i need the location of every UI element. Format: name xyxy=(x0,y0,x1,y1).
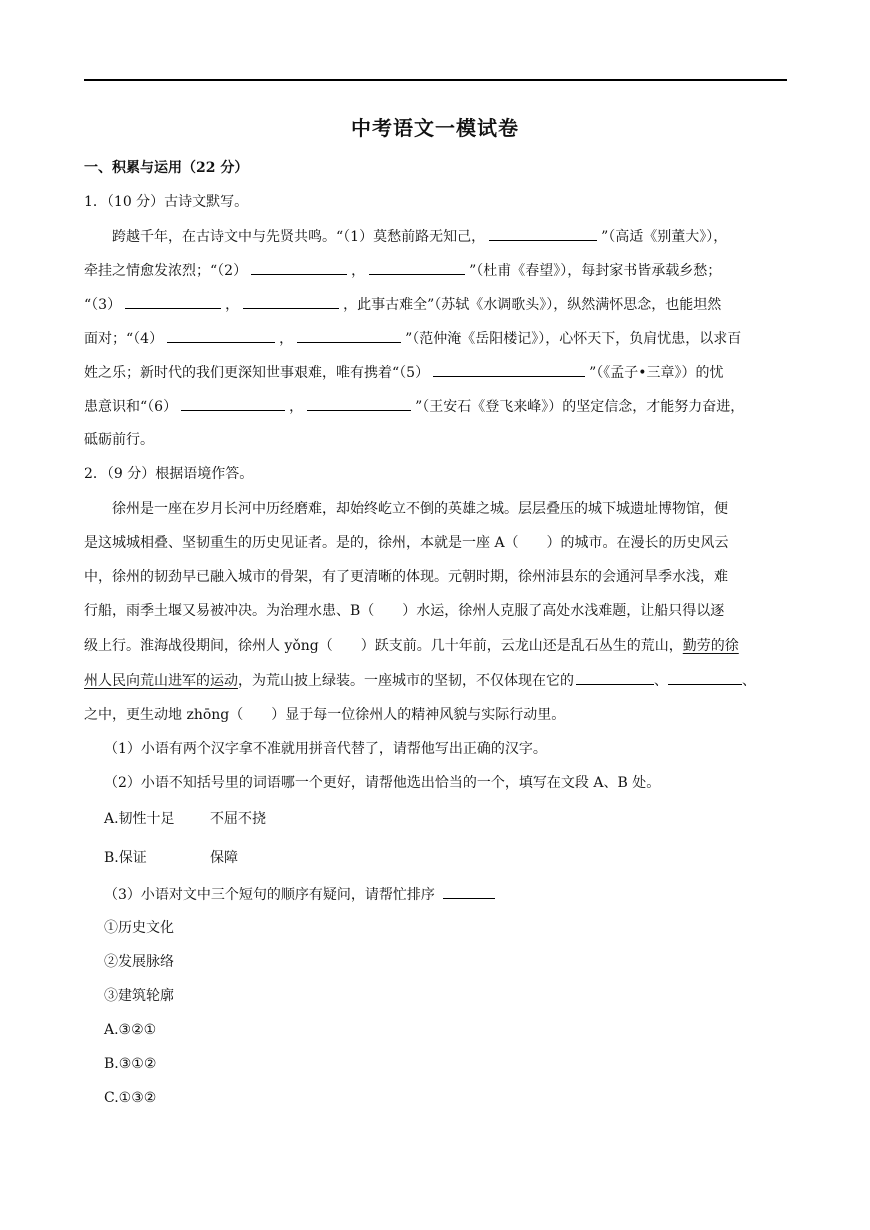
q2-subquestion-3: （3）小语对文中三个短句的顺序有疑问，请帮忙排序 xyxy=(104,884,495,905)
q1-line-3: “（3） ， ，此事古难全”（苏轼《水调歌头》），纵然满怀思念，也能坦然 xyxy=(84,294,721,315)
answer-blank-5[interactable] xyxy=(433,362,585,377)
q1-heading: 1．（10 分）古诗文默写。 xyxy=(84,194,249,210)
q2-passage-line-1: 徐州是一座在岁月长河中历经磨难，却始终屹立不倒的英雄之城。层层叠压的城下城遗址博物馆，便 xyxy=(112,501,728,517)
option-b-2: 保障 xyxy=(210,850,238,866)
choice-c[interactable]: C.①③② xyxy=(104,1090,157,1106)
header-rule xyxy=(84,79,787,81)
q2-passage-line-3: 中，徐州的韧劲早已融入城市的骨架，有了更清晰的体现。元朝时期，徐州沛县东的会通河旱季水浅，难 xyxy=(84,569,728,585)
answer-blank-2b[interactable] xyxy=(369,260,465,275)
q1-line-7: 砥砺前行。 xyxy=(84,432,154,448)
list-item: ②发展脉络 xyxy=(104,954,174,970)
q1-line-5: 姓之乐；新时代的我们更深知世事艰难，唯有携着“（5） ”（《孟子•三章》）的忧 xyxy=(84,362,724,383)
choice-a[interactable]: A.③②① xyxy=(104,1022,157,1038)
list-item: ①历史文化 xyxy=(104,920,174,936)
answer-blank-4a[interactable] xyxy=(167,328,275,343)
option-a-1: A.韧性十足 xyxy=(104,811,175,827)
q2-passage-line-5: 级上行。淮海战役期间，徐州人 yǒng（ ）跃支前。几十年前，云龙山还是乱石丛生的荒山，勤劳的徐 xyxy=(84,638,739,654)
answer-blank-6b[interactable] xyxy=(307,396,411,411)
option-a-2: 不屈不挠 xyxy=(210,811,266,827)
answer-blank-2a[interactable] xyxy=(251,260,347,275)
q2-subquestion-1: （1）小语有两个汉字拿不准就用拼音代替了，请帮他写出正确的汉字。 xyxy=(104,741,547,757)
answer-blank-3a[interactable] xyxy=(125,294,221,309)
q1-line-2: 牵挂之情愈发浓烈；“（2） ， ”（杜甫《春望》），每封家书皆承载乡愁； xyxy=(84,260,721,281)
q1-line-1: 跨越千年，在古诗文中与先贤共鸣。“（1）莫愁前路无知己， ”（高适《别董大》）， xyxy=(112,226,727,247)
q2-passage-line-4: 行船，雨季土堰又易被冲决。为治理水患、B（ ）水运，徐州人克服了高处水浅难题，让船只得以逐 xyxy=(84,603,725,619)
q1-line-6: 患意识和“（6） ， ”（王安石《登飞来峰》）的坚定信念，才能努力奋进， xyxy=(84,396,744,417)
answer-blank-6a[interactable] xyxy=(181,396,285,411)
q2-subquestion-2: （2）小语不知括号里的词语哪一个更好，请帮他选出恰当的一个，填写在文段 A、B 处。 xyxy=(104,775,661,791)
answer-blank-3b[interactable] xyxy=(243,294,339,309)
q2-passage-line-2: 是这城城相叠、坚韧重生的历史见证者。是的，徐州，本就是一座 A（ ）的城市。在漫长的历史风云 xyxy=(84,535,729,551)
section-heading: 一、积累与运用（22 分） xyxy=(84,160,249,176)
q1-line-4: 面对；“（4） ， ”（范仲淹《岳阳楼记》），心怀天下，负肩忧患，以求百 xyxy=(84,328,741,349)
answer-blank-order[interactable] xyxy=(443,884,495,899)
option-b-1: B.保证 xyxy=(104,850,147,866)
q2-heading: 2．（9 分）根据语境作答。 xyxy=(84,466,254,482)
underlined-phrase: 勤劳的徐 xyxy=(682,638,739,654)
list-item: ③建筑轮廓 xyxy=(104,988,174,1004)
page-title: 中考语文一模试卷 xyxy=(351,116,519,140)
answer-blank-4b[interactable] xyxy=(297,328,401,343)
choice-b[interactable]: B.③①② xyxy=(104,1056,157,1072)
underlined-phrase-cont: 州人民向荒山进军的运动 xyxy=(84,673,238,689)
answer-blank-1[interactable] xyxy=(489,226,597,241)
q2-passage-line-6: 州人民向荒山进军的运动，为荒山披上绿装。一座城市的坚韧，不仅体现在它的 、 、 xyxy=(84,670,756,691)
answer-blank-q2a[interactable] xyxy=(576,670,654,685)
answer-blank-q2b[interactable] xyxy=(668,670,742,685)
q2-passage-line-7: 之中，更生动地 zhōng（ ）显于每一位徐州人的精神风貌与实际行动里。 xyxy=(84,707,566,723)
